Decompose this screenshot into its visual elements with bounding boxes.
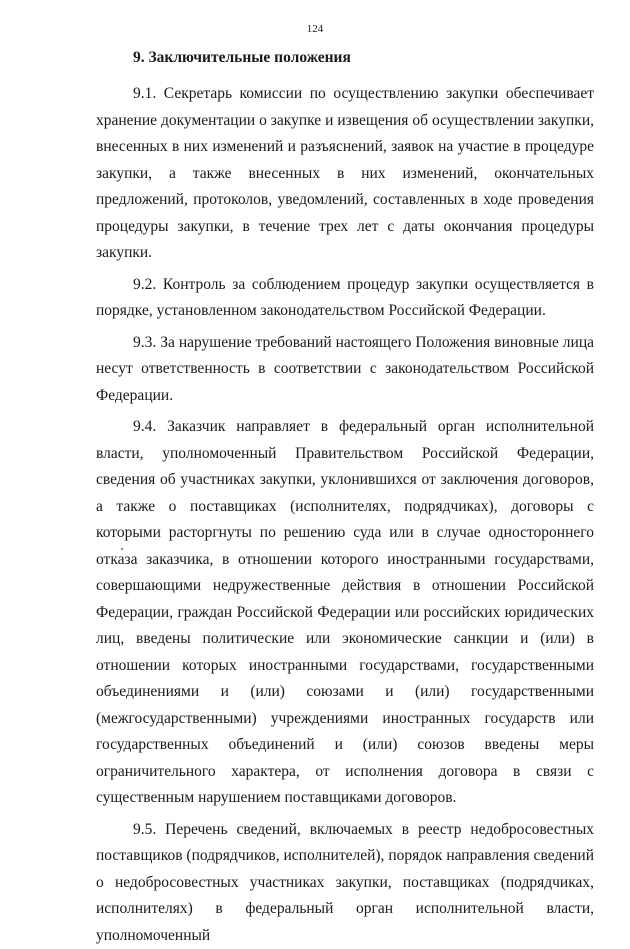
page-number: 124 — [0, 22, 630, 36]
paragraph-9-2: 9.2. Контроль за соблюдением процедур закупки осуществляется в порядке, установленном законодательством Российской Федерации. — [96, 272, 594, 325]
paragraph-9-4: 9.4. Заказчик направляет в федеральный орган исполнительной власти, уполномоченный Правительством Российской Федерации, сведения об участниках закупки, уклонившихся от заключения договоров, а также о поставщиках (исполнителях, подрядчиках), договоры с которыми расторгнуты по решению суда или в случае одностороннего отказа заказчика, в отношении которого иностранными государствами, совершающими недружественные действия в отношении Российской Федерации, граждан Российской Федерации или российских юридических лиц, введены политические или экономические санкции и (или) в отношении которых иностранными государствами, государственными объединениями и (или) союзами и (или) государственными (межгосударственными) учреждениями иностранных государств или государственных объединений и (или) союзов введены меры ограничительного характера, от исполнения договора в связи с существенным нарушением поставщиками договоров. — [96, 414, 594, 812]
paragraph-9-5: 9.5. Перечень сведений, включаемых в реестр недобросовестных поставщиков (подрядчиков, исполнителей), порядок направления сведений о недобросовестных участниках закупки, поставщиках (подрядчиках, исполнителях) в федеральный орган исполнительной власти, уполномоченный — [96, 817, 594, 949]
scan-speck — [121, 548, 123, 550]
section-heading: 9. Заключительные положения — [133, 48, 351, 68]
section-body — [96, 81, 594, 949]
paragraph-9-1: 9.1. Секретарь комиссии по осуществлению закупки обеспечивает хранение документации о закупке и извещения об осуществлении закупки, внесенных в них изменений и разъяснений, заявок на участие в процедуре закупки, а также внесенных в них изменений, окончательных предложений, протоколов, уведомлений, составленных в ходе проведения процедуры закупки, в течение трех лет с даты окончания процедуры закупки. — [96, 81, 594, 267]
paragraph-9-3: 9.3. За нарушение требований настоящего Положения виновные лица несут ответственность в соответствии с законодательством Российской Федерации. — [96, 330, 594, 410]
